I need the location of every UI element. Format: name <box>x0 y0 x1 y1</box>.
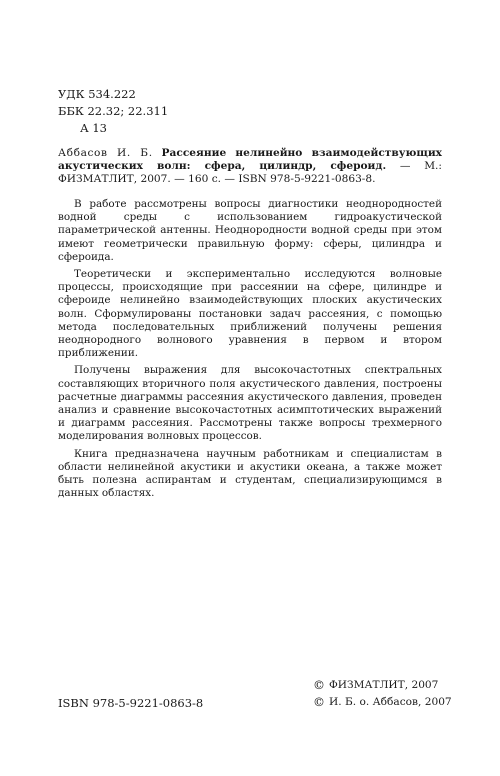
udk-code: УДК 534.222 <box>58 87 136 101</box>
copyright-block <box>313 677 452 711</box>
copyright-author-line <box>313 694 452 711</box>
author-name: Аббасов И. Б. <box>58 147 153 159</box>
annotation-paragraph: Книга предназначена научным работникам и специалистам в области нелинейной акустики и акустики океана, а также может быть полезна аспирантам и студентам, специализирующимся в данных областях. <box>58 447 442 500</box>
bbk-code: ББК 22.32; 22.311 <box>58 104 169 118</box>
isbn: ISBN 978-5-9221-0863-8 <box>58 696 204 710</box>
annotation-paragraph: Теоретически и экспериментально исследуются волновые процессы, происходящие при рассеянии на сфере, цилиндре и сфероиде нелинейно взаимодействующих плоских акустических волн. Сформулированы постановки задач рассеяния, с помощью метода последовательных приближений получены решения неоднородного волнового уравнения в первом и втором приближении. <box>58 268 442 360</box>
annotation <box>58 198 442 504</box>
copyright-icon: © <box>313 695 325 709</box>
bibliographic-record <box>58 147 442 187</box>
annotation-paragraph: В работе рассмотрены вопросы диагностики неоднородностей водной среды с использованием гидроакустической параметрической антенны. Неоднородности водной среды при этом имеют геометрически правильную форму: сферы, цилиндра и сфероида. <box>58 198 442 263</box>
copyright-icon: © <box>313 678 325 692</box>
copyright-publisher-line <box>313 677 452 694</box>
annotation-paragraph: Получены выражения для высокочастотных спектральных составляющих вторичного поля акустического давления, построены расчетные диаграммы рассеяния акустического давления, проведен анализ и сравнение высокочастотных асимптотических выражений и диаграмм рассеяния. Рассмотрены также вопросы трехмерного моделирования волновых процессов. <box>58 364 442 443</box>
copyright-publisher: ФИЗМАТЛИТ, 2007 <box>329 679 439 691</box>
book-title: Рассеяние нелинейно взаимодействующих акустических волн: сфера, цилиндр, сфероид. <box>58 147 442 173</box>
imprint-details: — М.: ФИЗМАТЛИТ, 2007. — 160 с. — ISBN 978-5-9221-0863-8. <box>58 160 442 186</box>
author-mark: А 13 <box>80 121 107 135</box>
copyright-author: И. Б. о. Аббасов, 2007 <box>329 696 452 708</box>
classification-block <box>58 86 168 137</box>
